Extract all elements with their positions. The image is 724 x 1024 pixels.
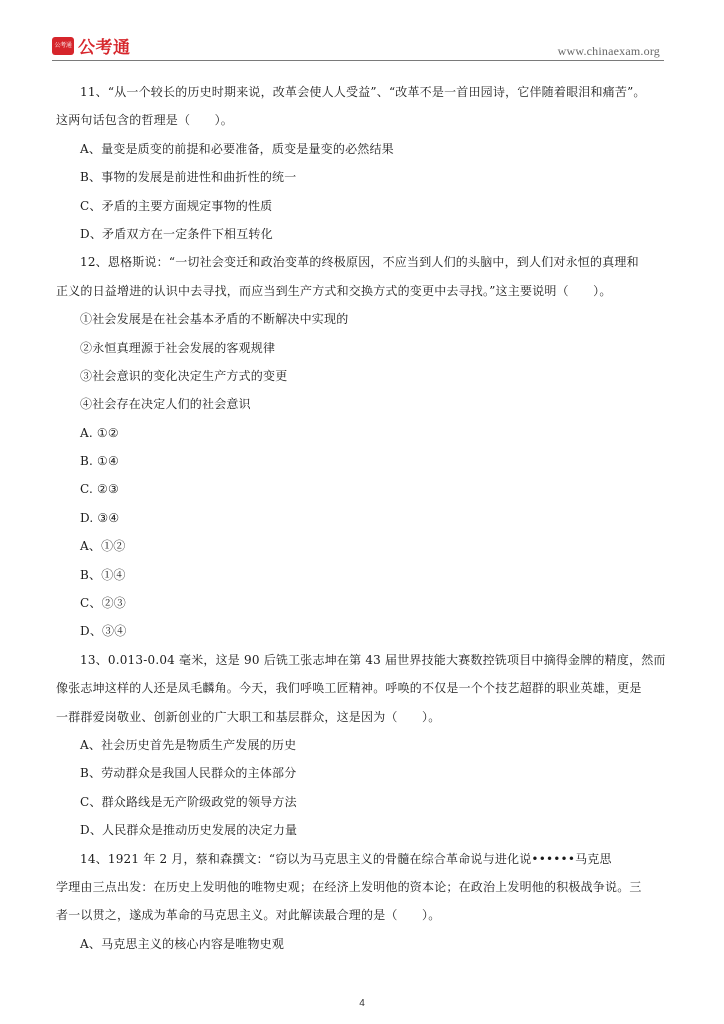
text-line: B、①④ bbox=[80, 567, 126, 582]
document-body bbox=[56, 78, 672, 958]
text-line: 像张志坤这样的人还是凤毛麟角。今天，我们呼唤工匠精神。呼唤的不仅是一个个技艺超群的职业英雄，更是 bbox=[56, 681, 642, 696]
text-line: B、事物的发展是前进性和曲折性的统一 bbox=[80, 170, 297, 185]
header-divider bbox=[52, 60, 664, 61]
logo-badge-icon: 公考通 bbox=[52, 37, 74, 55]
text-line: 这两句话包含的哲理是（ ）。 bbox=[56, 113, 234, 128]
logo[interactable] bbox=[52, 33, 131, 58]
text-line: D. ③④ bbox=[80, 510, 120, 525]
text-line: A、社会历史首先是物质生产发展的历史 bbox=[80, 737, 297, 752]
text-line: ②永恒真理源于社会发展的客观规律 bbox=[80, 340, 276, 355]
text-line: ①社会发展是在社会基本矛盾的不断解决中实现的 bbox=[80, 312, 349, 327]
text-line: 12、恩格斯说：“一切社会变迁和政治变革的终极原因，不应当到人们的头脑中，到人们对永恒的真理和 bbox=[80, 255, 639, 270]
text-line: 13、0.013-0.04 毫米，这是 90 后铣工张志坤在第 43 届世界技能大赛数控铣项目中摘得金牌的精度，然而 bbox=[80, 652, 666, 667]
text-line: A、马克思主义的核心内容是唯物史观 bbox=[80, 936, 285, 951]
text-line: 者一以贯之，遂成为革命的马克思主义。对此解读最合理的是（ ）。 bbox=[56, 908, 441, 923]
text-line: B. ①④ bbox=[80, 454, 119, 469]
text-line: C、矛盾的主要方面规定事物的性质 bbox=[80, 198, 273, 213]
text-line: D、人民群众是推动历史发展的决定力量 bbox=[80, 823, 298, 838]
text-line: A. ①② bbox=[80, 425, 119, 440]
site-url: www.chinaexam.org bbox=[557, 44, 660, 58]
text-line: A、量变是质变的前提和必要准备，质变是量变的必然结果 bbox=[80, 141, 394, 156]
text-line: B、劳动群众是我国人民群众的主体部分 bbox=[80, 766, 297, 781]
logo-text: 公考通 bbox=[78, 38, 131, 58]
text-line: D、③④ bbox=[80, 624, 127, 639]
text-line: ③社会意识的变化决定生产方式的变更 bbox=[80, 368, 288, 383]
text-line: 一群群爱岗敬业、创新创业的广大职工和基层群众，这是因为（ ）。 bbox=[56, 709, 441, 724]
text-line: 11、“从一个较长的历史时期来说，改革会使人人受益”、“改革不是一首田园诗，它伴随着眼泪和痛苦”。 bbox=[80, 85, 646, 99]
text-line: A、①② bbox=[80, 539, 126, 554]
text-line: C、群众路线是无产阶级政党的领导方法 bbox=[80, 794, 297, 809]
page-number: 4 bbox=[359, 998, 365, 1009]
page-header bbox=[0, 0, 724, 64]
text-line: 14、1921 年 2 月，蔡和森撰文：“窃以为马克思主义的骨髓在综合革命说与进化说••••••马克思 bbox=[80, 851, 612, 866]
text-line: C. ②③ bbox=[80, 482, 119, 497]
text-line: D、矛盾双方在一定条件下相互转化 bbox=[80, 226, 273, 241]
text-line: 学理由三点出发：在历史上发明他的唯物史观；在经济上发明他的资本论；在政治上发明他的积极战争说。三 bbox=[56, 879, 642, 894]
text-line: 正义的日益增进的认识中去寻找，而应当到生产方式和交换方式的变更中去寻找。”这主要说明（ ）。 bbox=[56, 283, 612, 298]
text-line: C、②③ bbox=[80, 596, 126, 611]
text-line: ④社会存在决定人们的社会意识 bbox=[80, 397, 251, 412]
